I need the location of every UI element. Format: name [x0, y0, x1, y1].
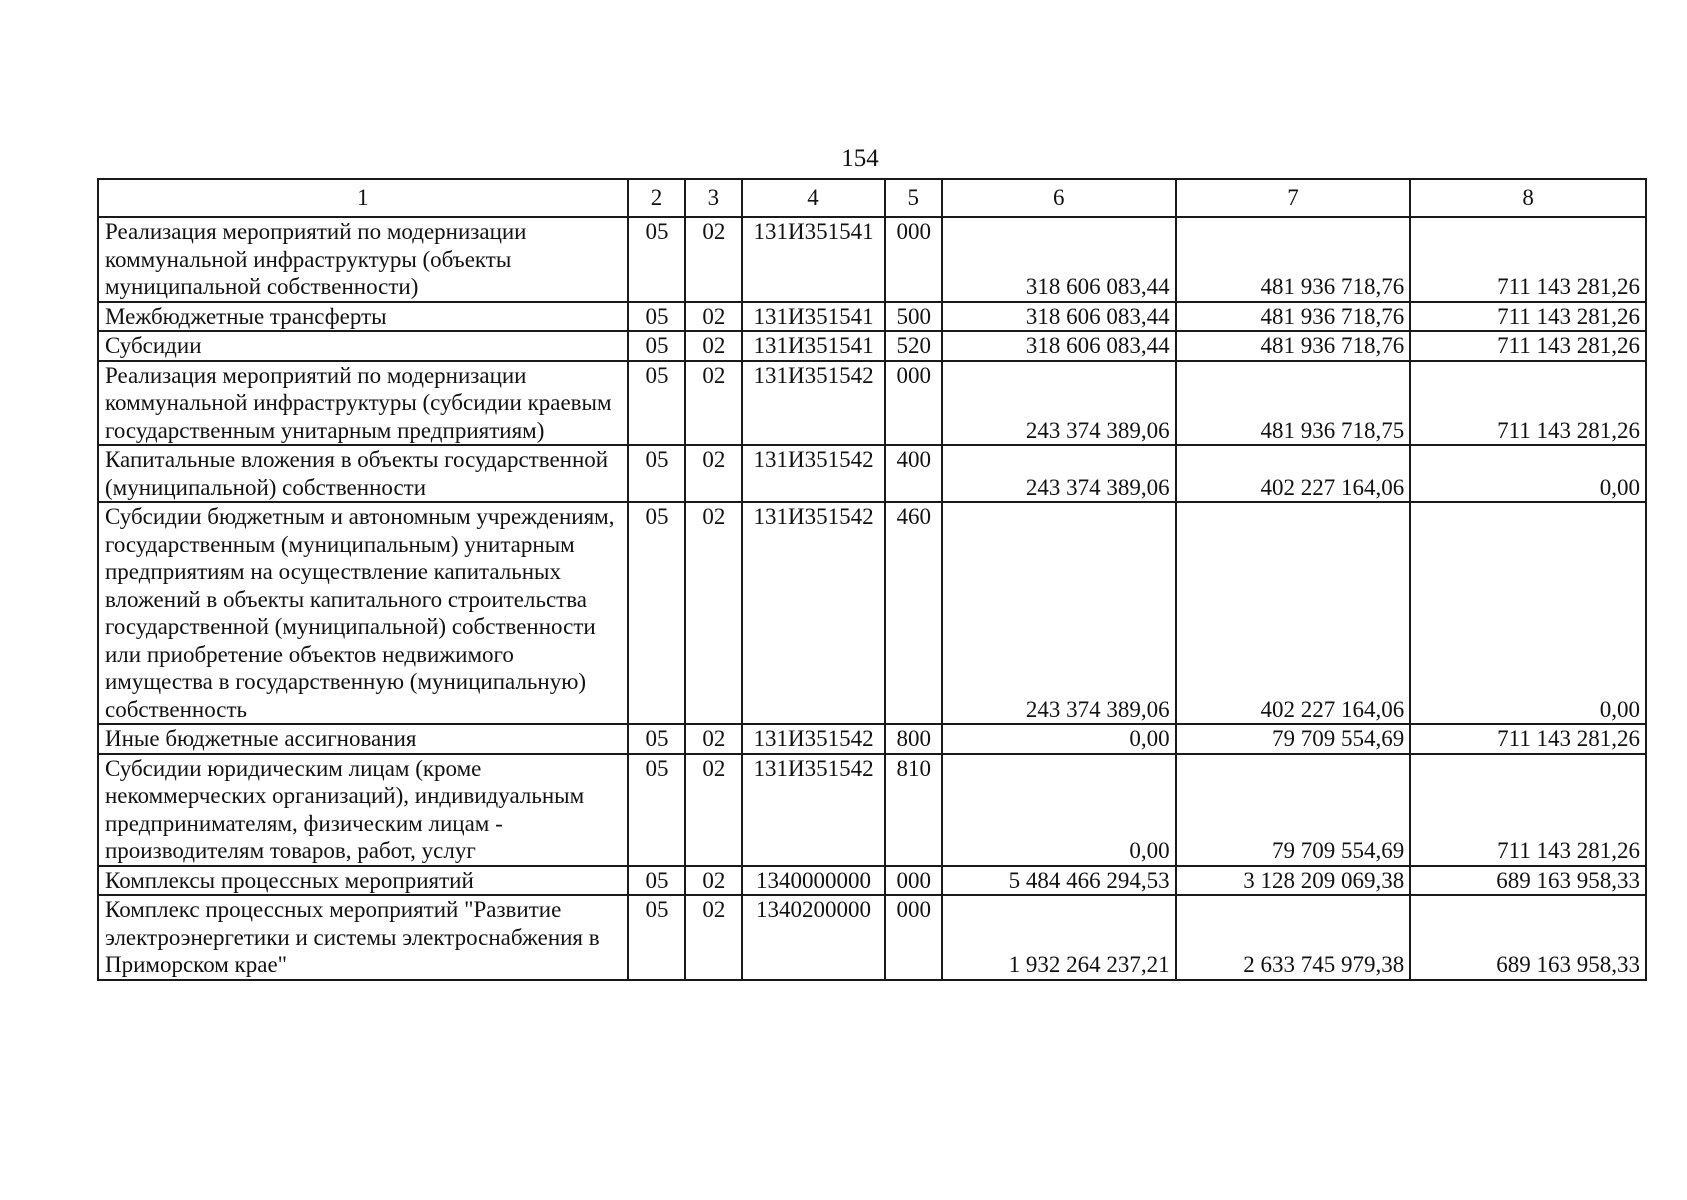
target-article-code: 131И351542 — [742, 502, 885, 724]
column-header: 4 — [742, 179, 885, 217]
target-article-code: 1340000000 — [742, 866, 885, 896]
subsection-code: 02 — [685, 866, 741, 896]
amount-col-6: 0,00 — [942, 724, 1176, 754]
expense-type-code: 460 — [885, 502, 942, 724]
amount-col-8: 711 143 281,26 — [1410, 331, 1646, 361]
header-row — [98, 179, 1646, 217]
target-article-code: 1340200000 — [742, 895, 885, 980]
row-name: Межбюджетные трансферты — [98, 302, 628, 332]
column-header: 8 — [1410, 179, 1646, 217]
row-name: Комплексы процессных мероприятий — [98, 866, 628, 896]
table-row — [98, 331, 1646, 361]
section-code: 05 — [628, 302, 685, 332]
section-code: 05 — [628, 502, 685, 724]
section-code: 05 — [628, 724, 685, 754]
column-header: 7 — [1176, 179, 1411, 217]
amount-col-8: 711 143 281,26 — [1410, 217, 1646, 302]
amount-col-7: 79 709 554,69 — [1176, 724, 1411, 754]
expense-type-code: 000 — [885, 866, 942, 896]
amount-col-7: 481 936 718,76 — [1176, 302, 1411, 332]
amount-col-7: 481 936 718,75 — [1176, 361, 1411, 446]
table-row — [98, 302, 1646, 332]
row-name: Иные бюджетные ассигнования — [98, 724, 628, 754]
table-row — [98, 217, 1646, 302]
subsection-code: 02 — [685, 895, 741, 980]
budget-table — [97, 178, 1647, 981]
subsection-code: 02 — [685, 217, 741, 302]
target-article-code: 131И351542 — [742, 361, 885, 446]
amount-col-8: 0,00 — [1410, 502, 1646, 724]
amount-col-7: 2 633 745 979,38 — [1176, 895, 1411, 980]
row-name: Субсидии бюджетным и автономным учреждениям, государственным (муниципальным) унитарным предприятиям на осуществление капитальных вложений в объекты капитального строительства государственной (муниципальной) собственности или приобретение объектов недвижимого имущества в государственную (муниципальную) собственность — [98, 502, 628, 724]
amount-col-7: 402 227 164,06 — [1176, 502, 1411, 724]
subsection-code: 02 — [685, 502, 741, 724]
column-header: 1 — [98, 179, 628, 217]
page-number: 154 — [841, 145, 879, 172]
amount-col-6: 318 606 083,44 — [942, 331, 1176, 361]
expense-type-code: 520 — [885, 331, 942, 361]
amount-col-6: 243 374 389,06 — [942, 445, 1176, 502]
table-row — [98, 502, 1646, 724]
section-code: 05 — [628, 217, 685, 302]
target-article-code: 131И351542 — [742, 724, 885, 754]
table-row — [98, 724, 1646, 754]
section-code: 05 — [628, 445, 685, 502]
amount-col-7: 3 128 209 069,38 — [1176, 866, 1411, 896]
row-name: Реализация мероприятий по модернизации коммунальной инфраструктуры (объекты муниципальной собственности) — [98, 217, 628, 302]
section-code: 05 — [628, 331, 685, 361]
amount-col-8: 711 143 281,26 — [1410, 724, 1646, 754]
amount-col-6: 1 932 264 237,21 — [942, 895, 1176, 980]
target-article-code: 131И351542 — [742, 445, 885, 502]
table-row — [98, 866, 1646, 896]
target-article-code: 131И351541 — [742, 331, 885, 361]
subsection-code: 02 — [685, 445, 741, 502]
table-row — [98, 754, 1646, 866]
row-name: Капитальные вложения в объекты государственной (муниципальной) собственности — [98, 445, 628, 502]
subsection-code: 02 — [685, 331, 741, 361]
amount-col-7: 402 227 164,06 — [1176, 445, 1411, 502]
amount-col-6: 318 606 083,44 — [942, 302, 1176, 332]
column-header: 3 — [685, 179, 741, 217]
amount-col-7: 481 936 718,76 — [1176, 331, 1411, 361]
row-name: Субсидии юридическим лицам (кроме некоммерческих организаций), индивидуальным предпринимателям, физическим лицам - производителям товаров, работ, услуг — [98, 754, 628, 866]
amount-col-6: 5 484 466 294,53 — [942, 866, 1176, 896]
amount-col-8: 711 143 281,26 — [1410, 754, 1646, 866]
amount-col-6: 318 606 083,44 — [942, 217, 1176, 302]
amount-col-8: 711 143 281,26 — [1410, 302, 1646, 332]
amount-col-8: 689 163 958,33 — [1410, 866, 1646, 896]
expense-type-code: 000 — [885, 217, 942, 302]
amount-col-6: 243 374 389,06 — [942, 361, 1176, 446]
column-header: 2 — [628, 179, 685, 217]
table-row — [98, 895, 1646, 980]
subsection-code: 02 — [685, 302, 741, 332]
section-code: 05 — [628, 895, 685, 980]
amount-col-7: 79 709 554,69 — [1176, 754, 1411, 866]
expense-type-code: 800 — [885, 724, 942, 754]
target-article-code: 131И351541 — [742, 217, 885, 302]
row-name: Комплекс процессных мероприятий "Развитие электроэнергетики и системы электроснабжения в Приморском крае" — [98, 895, 628, 980]
expense-type-code: 000 — [885, 361, 942, 446]
expense-type-code: 000 — [885, 895, 942, 980]
amount-col-8: 711 143 281,26 — [1410, 361, 1646, 446]
subsection-code: 02 — [685, 361, 741, 446]
subsection-code: 02 — [685, 754, 741, 866]
expense-type-code: 810 — [885, 754, 942, 866]
amount-col-6: 0,00 — [942, 754, 1176, 866]
row-name: Реализация мероприятий по модернизации коммунальной инфраструктуры (субсидии краевым государственным унитарным предприятиям) — [98, 361, 628, 446]
expense-type-code: 400 — [885, 445, 942, 502]
subsection-code: 02 — [685, 724, 741, 754]
amount-col-8: 0,00 — [1410, 445, 1646, 502]
table-row — [98, 445, 1646, 502]
section-code: 05 — [628, 866, 685, 896]
section-code: 05 — [628, 754, 685, 866]
amount-col-7: 481 936 718,76 — [1176, 217, 1411, 302]
expense-type-code: 500 — [885, 302, 942, 332]
amount-col-6: 243 374 389,06 — [942, 502, 1176, 724]
table-row — [98, 361, 1646, 446]
amount-col-8: 689 163 958,33 — [1410, 895, 1646, 980]
target-article-code: 131И351541 — [742, 302, 885, 332]
column-header: 6 — [942, 179, 1176, 217]
section-code: 05 — [628, 361, 685, 446]
row-name: Субсидии — [98, 331, 628, 361]
target-article-code: 131И351542 — [742, 754, 885, 866]
column-header: 5 — [885, 179, 942, 217]
